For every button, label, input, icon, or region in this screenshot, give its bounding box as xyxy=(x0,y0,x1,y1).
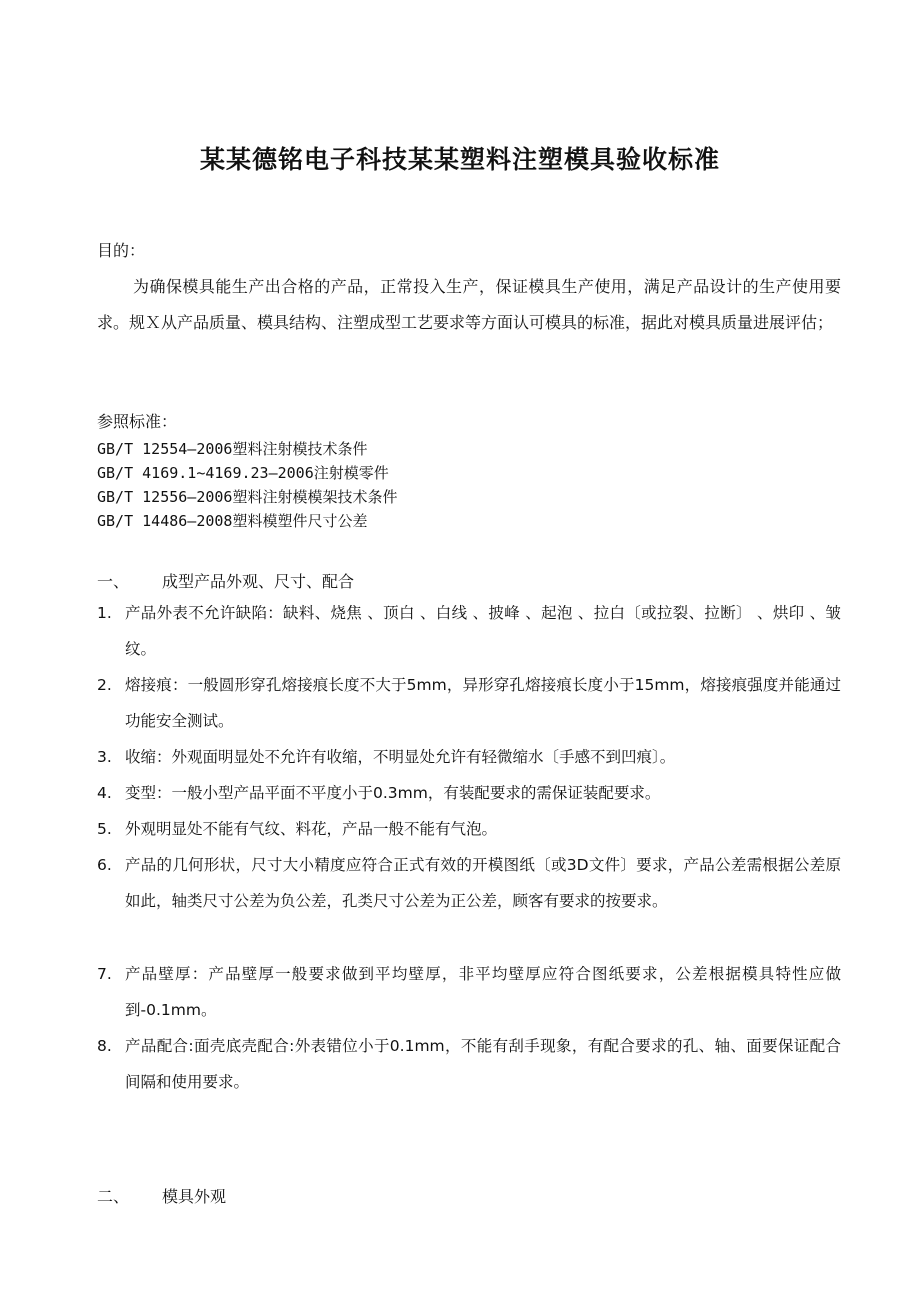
list-item-text: 外观明显处不能有气纹、料花，产品一般不能有气泡。 xyxy=(125,820,498,838)
list-item-text: 变型：一般小型产品平面不平度小于0.3mm，有装配要求的需保证装配要求。 xyxy=(125,784,661,802)
list-item-text: 产品壁厚：产品壁厚一般要求做到平均壁厚，非平均壁厚应符合图纸要求，公差根据模具特性应做到-0.1mm。 xyxy=(125,965,841,1019)
list-item-number: 6. xyxy=(97,856,112,874)
list-item xyxy=(97,667,841,739)
document-title: 某某德铭电子科技某某塑料注塑模具验收标准 xyxy=(199,145,720,174)
section-2-heading xyxy=(97,1182,226,1212)
references-list xyxy=(97,437,841,533)
list-item-text: 产品配合:面壳底壳配合:外表错位小于0.1mm，不能有刮手现象，有配合要求的孔、轴、面要保证配合间隔和使用要求。 xyxy=(125,1037,841,1091)
list-item-number: 3. xyxy=(97,748,112,766)
list-item xyxy=(97,1028,841,1100)
list-item-number: 7. xyxy=(97,965,112,983)
list-item-text: 熔接痕：一般圆形穿孔熔接痕长度不大于5mm，异形穿孔熔接痕长度小于15mm，熔接痕强度并能通过功能安全测试。 xyxy=(125,676,841,730)
list-item xyxy=(97,595,841,667)
section-2-number: 二、 xyxy=(97,1187,130,1206)
list-item-number: 8. xyxy=(97,1037,112,1055)
reference-item: GB/T 12556—2006塑料注射模模架技术条件 xyxy=(97,488,398,506)
list-item xyxy=(97,956,841,1028)
list-item-number: 4. xyxy=(97,784,112,802)
list-item-text: 收缩：外观面明显处不允许有收缩，不明显处允许有轻微缩水〔手感不到凹痕〕。 xyxy=(125,748,676,766)
reference-item: GB/T 14486—2008塑料模塑件尺寸公差 xyxy=(97,512,368,530)
section-1-number: 一、 xyxy=(97,572,130,591)
list-item-text: 产品外表不允许缺陷：缺料、烧焦 、顶白 、白线 、披峰 、起泡 、拉白〔或拉裂、拉断〕 、烘印 、皱纹。 xyxy=(125,604,841,658)
reference-item: GB/T 4169.1~4169.23—2006注射模零件 xyxy=(97,464,389,482)
purpose-heading: 目的： xyxy=(97,241,146,260)
list-item xyxy=(97,811,841,847)
purpose-paragraph: 为确保模具能生产出合格的产品，正常投入生产，保证模具生产使用，满足产品设计的生产使用要求。规Ｘ从产品质量、模具结构、注塑成型工艺要求等方面认可模具的标准，据此对模具质量进展评估； xyxy=(97,277,841,332)
list-item xyxy=(97,775,841,811)
reference-item: GB/T 12554—2006塑料注射模技术条件 xyxy=(97,440,368,458)
list-item-number: 5. xyxy=(97,820,112,838)
list-item xyxy=(97,739,841,775)
section-1-heading xyxy=(97,567,354,597)
section-1-title: 成型产品外观、尺寸、配合 xyxy=(162,572,355,591)
section-2-title: 模具外观 xyxy=(162,1187,227,1206)
references-heading: 参照标准： xyxy=(97,412,178,431)
list-item-number: 2. xyxy=(97,676,112,694)
list-item-number: 1. xyxy=(97,604,112,622)
list-item xyxy=(97,847,841,919)
list-item-text: 产品的几何形状，尺寸大小精度应符合正式有效的开模图纸〔或3D文件〕要求，产品公差需根据公差原如此，轴类尺寸公差为负公差，孔类尺寸公差为正公差，顾客有要求的按要求。 xyxy=(125,856,841,910)
